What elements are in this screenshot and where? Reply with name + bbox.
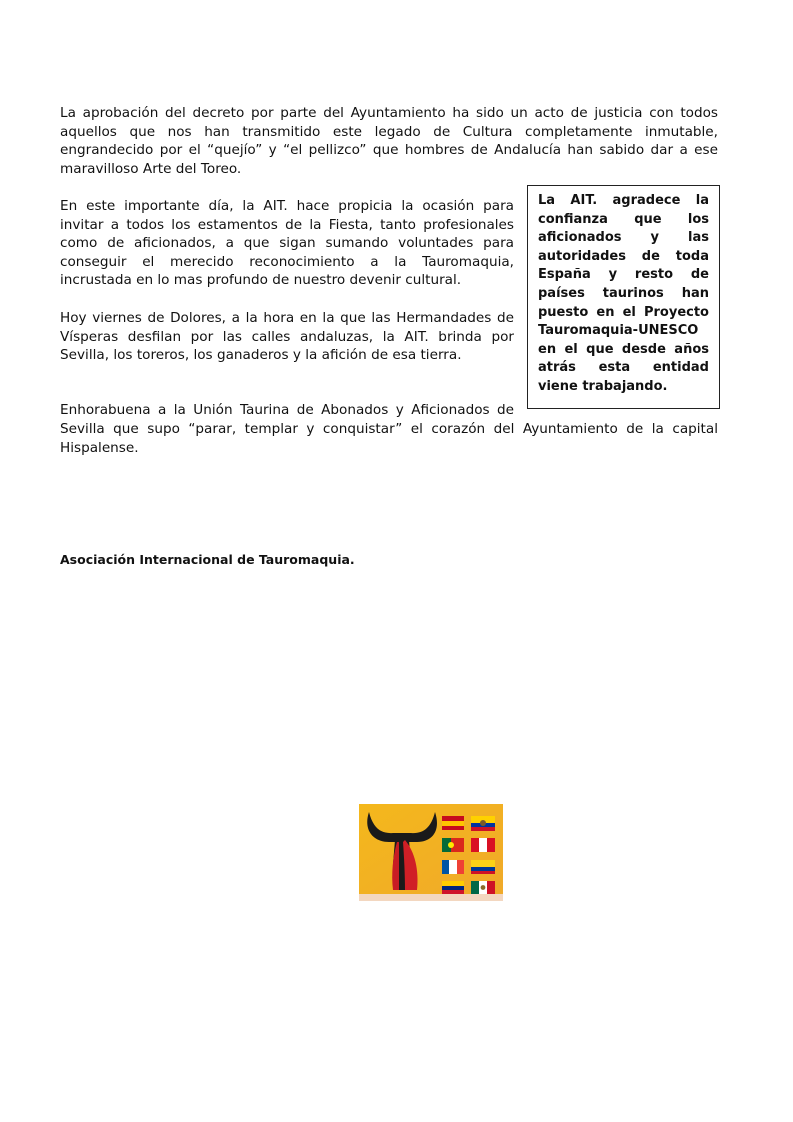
- paragraph-invitation: En este importante día, la AIT. hace propicia la ocasión para invitar a todos los estamentos de la Fiesta, tanto profesionales como de aficionados, a que sigan sumando voluntades para conseguir el merecido reconocimiento a la Tauromaquia, incrustada en lo mas profundo de nuestro devenir cultural.: [60, 198, 514, 288]
- sidebar-box-text: La AIT. agradece la confianza que los aficionados y las autoridades de toda España y resto de países taurinos han puesto en el Proyecto Tauromaquia-UNESCO en el que desde años atrás esta entidad viene trabajando.: [538, 193, 709, 394]
- sidebar-box: [527, 185, 720, 409]
- paragraph-congrats: Sevilla que supo “parar, templar y conquistar” el corazón del Ayuntamiento de la capital Hispalense.: [60, 421, 718, 456]
- signature: Asociación Internacional de Tauromaquia.: [60, 552, 355, 567]
- bull-cape-flags-logo-icon: [359, 804, 503, 901]
- paragraph-congrats-line1: Enhorabuena a la Unión Taurina de Abonados y Aficionados de: [60, 402, 514, 418]
- paragraph-decree: La aprobación del decreto por parte del Ayuntamiento ha sido un acto de justicia con todos aquellos que nos han transmitido este legado de Cultura completamente inmutable, engrandecido por el “quejío” y “el pellizco” que hombres de Andalucía han sabido dar a ese maravilloso Arte del Toreo.: [60, 105, 718, 177]
- paragraph-dolores: Hoy viernes de Dolores, a la hora en la que las Hermandades de Vísperas desfilan por las calles andaluzas, la AIT. brinda por Sevilla, los toreros, los ganaderos y la afición de esa tierra.: [60, 310, 514, 363]
